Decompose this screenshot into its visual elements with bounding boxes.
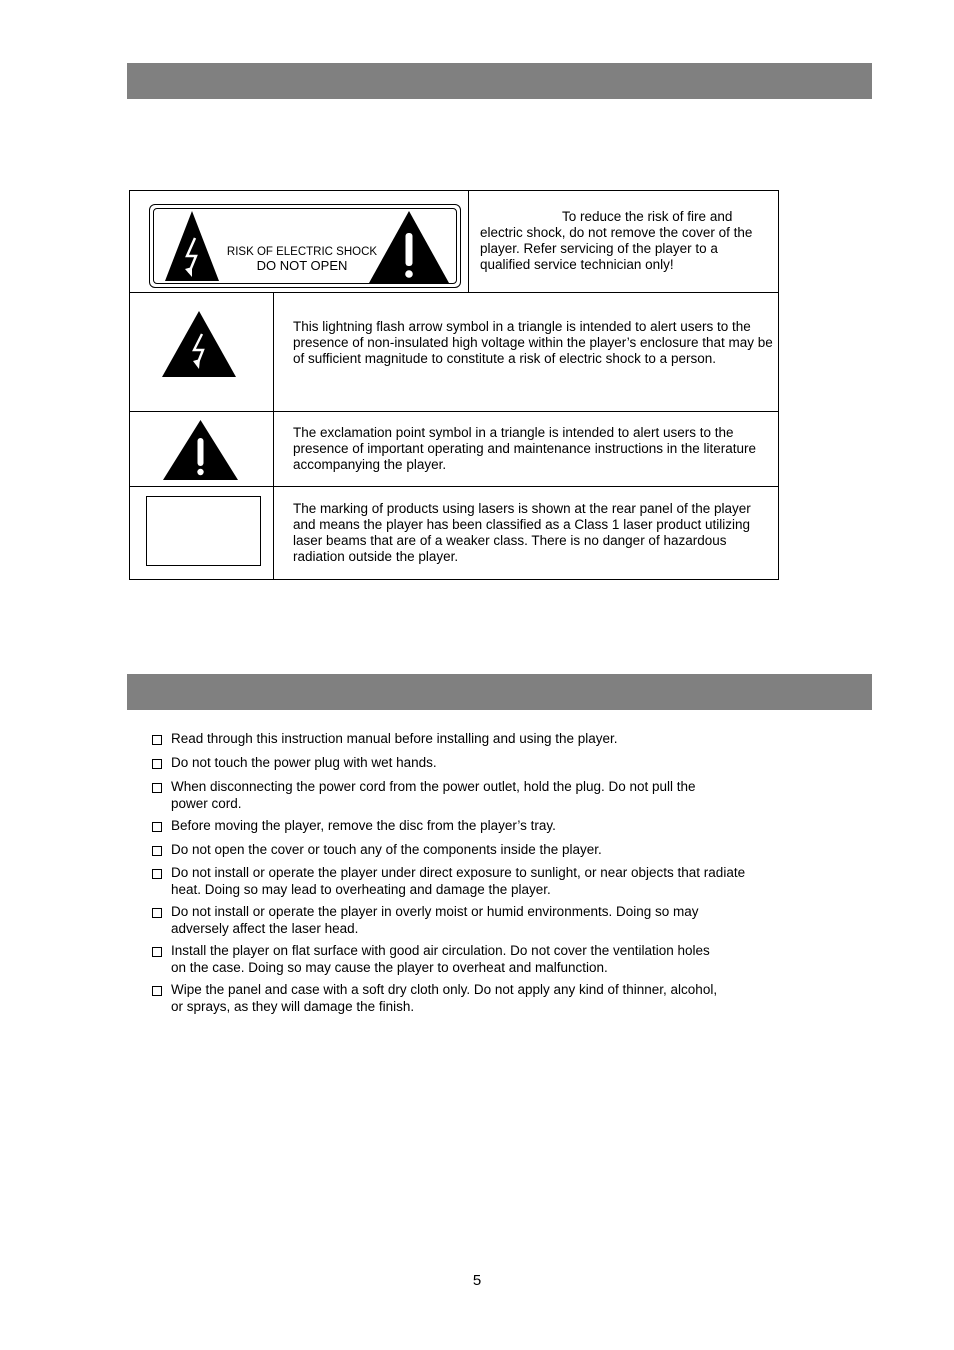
- precautions-list: [150, 731, 810, 1015]
- caution-text: To reduce the risk of fire and electric shock, do not remove the cover of the player. Refer servicing of the player to a qualified service technician only!: [480, 209, 753, 272]
- exclamation-triangle-icon: [163, 420, 238, 480]
- checkbox-bullet-icon: [152, 846, 162, 856]
- laser-description: The marking of products using lasers is shown at the rear panel of the player and means the player has been classified as a Class 1 laser product utilizing laser beams that are of a weaker class. There is no danger of hazardous radiation outside the player.: [293, 501, 751, 564]
- section-header-bar-precautions: [127, 674, 872, 710]
- checkbox-bullet-icon: [152, 783, 162, 793]
- exclamation-symbol-description: The exclamation point symbol in a triangle is intended to alert users to the presence of important operating and maintenance instructions in the literature accompanying the player.: [293, 425, 757, 472]
- list-item: Before moving the player, remove the disc from the player’s tray.: [150, 818, 810, 835]
- lightning-triangle-icon: [165, 211, 219, 281]
- checkbox-bullet-icon: [152, 986, 162, 996]
- section-header-bar-safety-symbols: [127, 63, 872, 99]
- list-item: Install the player on flat surface with good air circulation. Do not cover the ventilation holes on the case. Doing so may cause the player to overheat and malfunction.: [150, 943, 810, 976]
- list-item: Wipe the panel and case with a soft dry cloth only. Do not apply any kind of thinner, alcohol, or sprays, as they will damage the finish.: [150, 982, 810, 1015]
- list-item: Do not touch the power plug with wet hands.: [150, 755, 810, 772]
- caution-label: [149, 204, 461, 288]
- page-number: 5: [472, 1272, 482, 1289]
- laser-class-label: [146, 496, 261, 566]
- checkbox-bullet-icon: [152, 947, 162, 957]
- caution-label-text: [222, 245, 382, 273]
- checkbox-bullet-icon: [152, 759, 162, 769]
- checkbox-bullet-icon: [152, 869, 162, 879]
- checkbox-bullet-icon: [152, 822, 162, 832]
- list-item: Read through this instruction manual before installing and using the player.: [150, 731, 810, 748]
- checkbox-bullet-icon: [152, 908, 162, 918]
- lightning-triangle-icon: [162, 311, 236, 377]
- list-item: Do not install or operate the player under direct exposure to sunlight, or near objects that radiate heat. Doing so may lead to overheating and damage the player.: [150, 865, 810, 898]
- caution-label-line1: RISK OF ELECTRIC SHOCK: [226, 246, 378, 258]
- list-item: Do not install or operate the player in overly moist or humid environments. Doing so may adversely affect the laser head.: [150, 904, 810, 937]
- list-item: Do not open the cover or touch any of the components inside the player.: [150, 842, 810, 859]
- caution-label-line2: DO NOT OPEN: [256, 258, 348, 273]
- list-item: When disconnecting the power cord from the power outlet, hold the plug. Do not pull the power cord.: [150, 779, 810, 812]
- lightning-symbol-description: This lightning flash arrow symbol in a triangle is intended to alert users to the presence of non-insulated high voltage within the player’s enclosure that may be of sufficient magnitude to constitute a risk of electric shock to a person.: [293, 319, 773, 366]
- exclamation-triangle-icon: [369, 211, 449, 283]
- warning-symbols-table: [129, 190, 779, 580]
- checkbox-bullet-icon: [152, 735, 162, 745]
- caution-label-cell: [130, 191, 469, 293]
